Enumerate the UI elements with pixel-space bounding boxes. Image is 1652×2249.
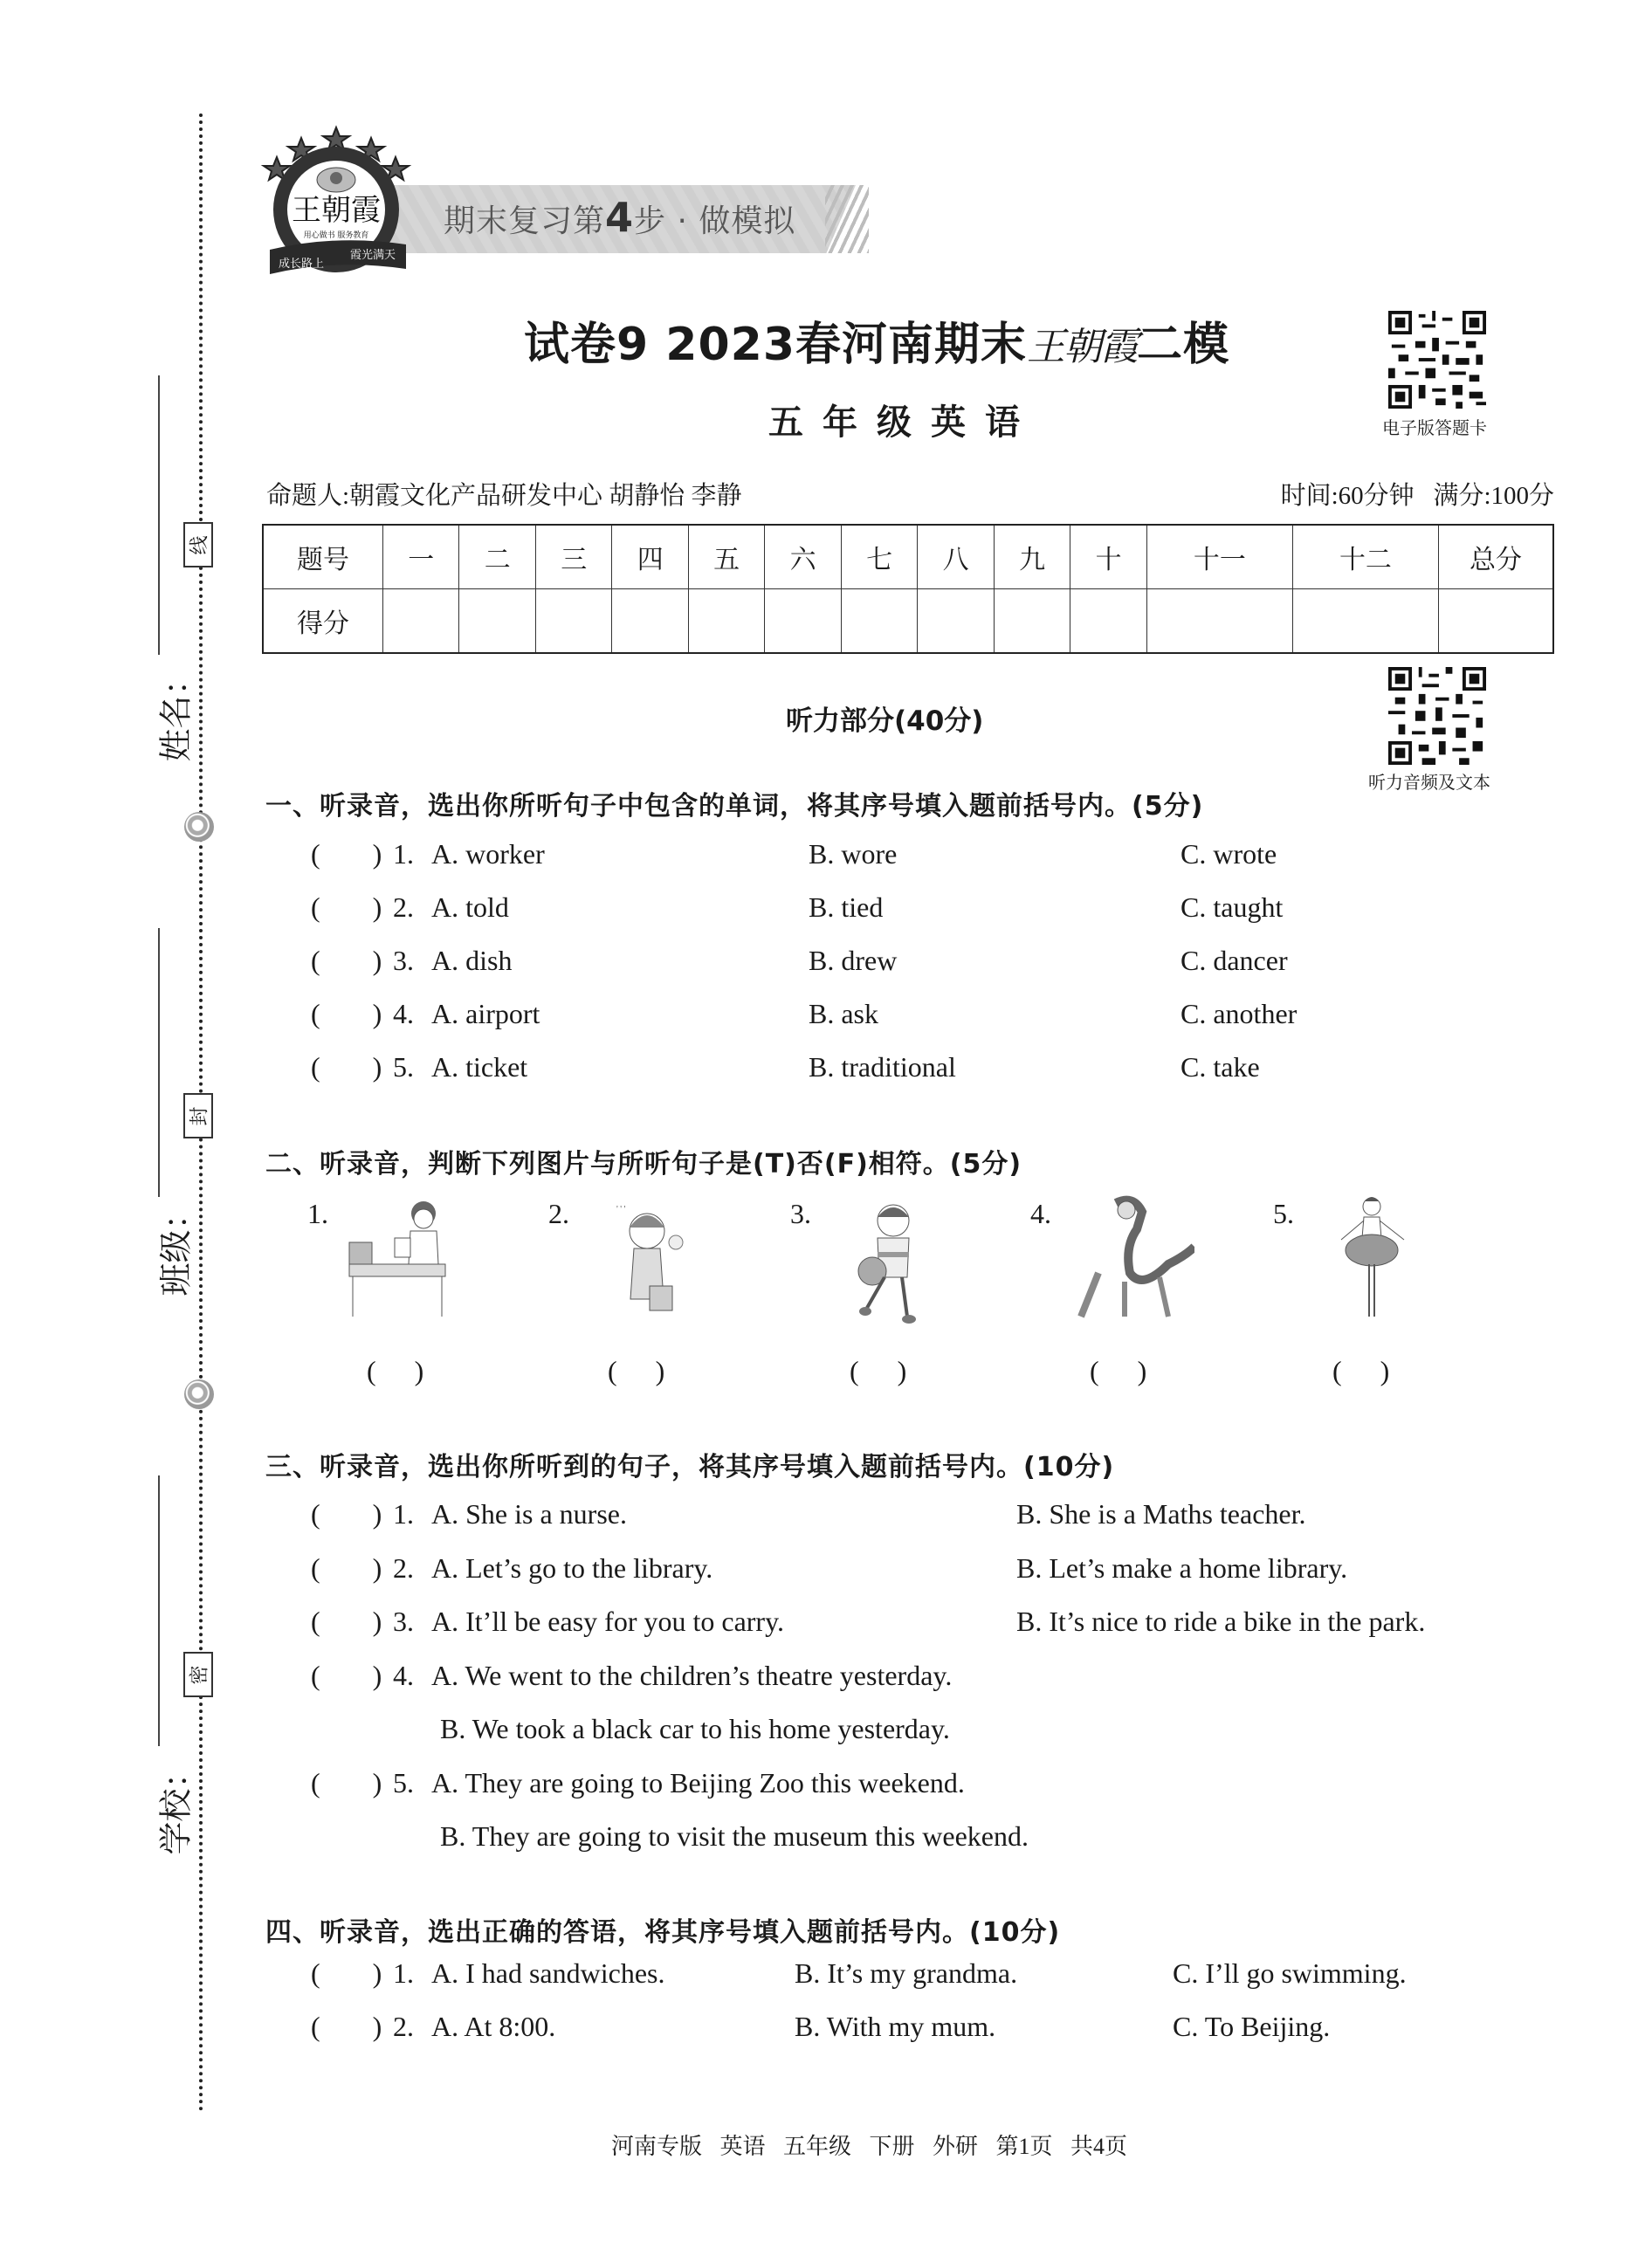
answer-blank[interactable]: ( ) (311, 1659, 382, 1691)
seal-mark-seal: 封 (183, 1093, 213, 1138)
score-cell[interactable] (918, 589, 994, 654)
option-b[interactable]: B. We took a black car to his home yesterday. (440, 1713, 950, 1744)
class-field-line[interactable] (158, 928, 160, 1197)
question-number: 1. (393, 1498, 414, 1530)
score-cell[interactable] (1070, 589, 1146, 654)
score-cell[interactable] (688, 589, 764, 654)
option-c[interactable]: C. I’ll go swimming. (1173, 1957, 1407, 1989)
page-footer: 河南专版 英语 五年级 下册 外研 第1页 共4页 (611, 2134, 1128, 2159)
option-a[interactable]: A. We went to the children’s theatre yesterday. (431, 1659, 953, 1691)
question-number: 5. (393, 1766, 414, 1799)
picture-number: 3. (790, 1198, 811, 1229)
question-number: 3. (393, 945, 414, 976)
column-header: 八 (918, 525, 994, 589)
column-header: 三 (535, 525, 611, 589)
option-b[interactable]: B. Let’s make a home library. (1016, 1551, 1348, 1584)
listening-part-title: 听力部分(40分) (786, 705, 984, 737)
option-a[interactable]: A. At 8:00. (431, 2011, 556, 2042)
answer-blank[interactable]: ( ) (311, 1606, 382, 1637)
time-limit: 时间:60分钟 (1280, 482, 1415, 510)
section-2-heading: 二、听录音，判断下列图片与所听句子是(T)否(F)相符。(5分) (265, 1149, 1022, 1180)
time-and-score (1281, 476, 1554, 512)
option-c[interactable]: C. wrote (1180, 838, 1277, 870)
answer-card-qr-label: 电子版答题卡 (1382, 419, 1487, 438)
answer-blank[interactable]: ( ) (311, 891, 382, 923)
picture-girl-sneezing-with-bag (582, 1194, 712, 1325)
section-3-heading: 三、听录音，选出你所听到的句子，将其序号填入题前括号内。(10分) (265, 1452, 1115, 1482)
score-cell[interactable] (994, 589, 1070, 654)
question-number: 4. (393, 1659, 414, 1691)
question-number: 2. (393, 891, 414, 923)
tf-answer-blank[interactable]: ( ) (1332, 1355, 1390, 1386)
score-cell[interactable] (1292, 589, 1438, 654)
column-header: 一 (383, 525, 459, 589)
column-header: 二 (459, 525, 535, 589)
audio-qr-code[interactable] (1388, 667, 1486, 765)
option-c[interactable]: C. another (1180, 998, 1298, 1029)
column-header: 九 (994, 525, 1070, 589)
question-number: 2. (393, 2011, 414, 2042)
column-header: 十 (1070, 525, 1146, 589)
picture-number: 5. (1273, 1198, 1294, 1229)
logo-brand-text: 王朝霞 (292, 193, 381, 228)
option-b[interactable]: B. tied (809, 891, 884, 923)
answer-blank[interactable]: ( ) (311, 838, 382, 870)
column-header: 十一 (1146, 525, 1292, 589)
svg-text:成长路上: 成长路上 (278, 258, 325, 271)
question-number: 1. (393, 1957, 414, 1989)
option-b[interactable]: B. It’s nice to ride a bike in the park. (1016, 1606, 1426, 1637)
tf-answer-blank[interactable]: ( ) (608, 1355, 665, 1386)
question-number: 3. (393, 1606, 414, 1637)
option-c[interactable]: C. dancer (1180, 945, 1288, 976)
option-b[interactable]: B. ask (809, 998, 878, 1029)
illustration-icon (582, 1194, 712, 1325)
score-cell[interactable] (535, 589, 611, 654)
school-field-label: 学校： (156, 1755, 196, 1855)
score-cell[interactable] (383, 589, 459, 654)
section-4-heading: 四、听录音，选出正确的答语，将其序号填入题前括号内。(10分) (265, 1917, 1061, 1948)
option-a[interactable]: A. worker (431, 838, 545, 870)
column-header: 四 (612, 525, 688, 589)
option-a[interactable]: A. They are going to Beijing Zoo this weekend. (431, 1766, 965, 1799)
picture-number: 1. (307, 1198, 328, 1229)
picture-boy-playing-basketball (823, 1194, 954, 1325)
illustration-icon (823, 1194, 954, 1325)
option-b[interactable]: B. She is a Maths teacher. (1016, 1498, 1306, 1530)
column-header: 十二 (1292, 525, 1438, 589)
section-1-heading: 一、听录音，选出你所听句子中包含的单词，将其序号填入题前括号内。(5分) (265, 791, 1204, 822)
seal-mark-secret: 密 (183, 1652, 213, 1697)
svg-text:霞光满天: 霞光满天 (349, 249, 396, 262)
emblem-icon (184, 812, 214, 842)
seal-mark-line: 线 (183, 522, 213, 567)
row-label: 得分 (263, 589, 383, 654)
score-row (263, 589, 1553, 654)
column-header: 总分 (1439, 525, 1554, 589)
illustration-icon (1063, 1194, 1194, 1325)
option-a[interactable]: A. She is a nurse. (431, 1498, 627, 1530)
question-number-row (263, 525, 1553, 589)
full-score: 满分:100分 (1433, 482, 1554, 510)
school-field-line[interactable] (158, 1475, 160, 1746)
option-a[interactable]: A. Let’s go to the library. (431, 1551, 713, 1584)
option-b[interactable]: B. traditional (809, 1051, 956, 1083)
score-table (262, 524, 1554, 654)
emblem-icon (184, 1379, 214, 1409)
picture-number: 4. (1030, 1198, 1051, 1229)
score-cell[interactable] (459, 589, 535, 654)
exam-title: 试卷9 2023春河南期末王朝霞二模 (524, 319, 1230, 371)
audio-qr-label: 听力音频及文本 (1368, 774, 1490, 793)
option-c[interactable]: C. take (1180, 1051, 1260, 1083)
answer-blank[interactable]: ( ) (311, 1766, 382, 1799)
answer-blank[interactable]: ( ) (311, 2011, 382, 2042)
score-cell[interactable] (765, 589, 841, 654)
svg-text:' ' ': ' ' ' (616, 1205, 626, 1214)
option-b[interactable]: B. drew (809, 945, 898, 976)
tf-answer-blank[interactable]: ( ) (367, 1355, 424, 1386)
question-number: 5. (393, 1051, 414, 1083)
option-a[interactable]: A. ticket (431, 1051, 528, 1083)
answer-blank[interactable]: ( ) (311, 1957, 382, 1989)
option-a[interactable]: A. airport (431, 998, 540, 1029)
total-score-cell[interactable] (1439, 589, 1554, 654)
illustration-icon (1306, 1194, 1437, 1325)
svg-text:用心做书 服务教育: 用心做书 服务教育 (303, 231, 369, 240)
option-a[interactable]: A. told (431, 891, 509, 923)
option-c[interactable]: C. To Beijing. (1173, 2011, 1331, 2042)
picture-number: 2. (548, 1198, 569, 1229)
answer-blank[interactable]: ( ) (311, 945, 382, 976)
tf-answer-blank[interactable]: ( ) (850, 1355, 907, 1386)
option-a[interactable]: A. dish (431, 945, 513, 976)
option-b[interactable]: B. They are going to visit the museum this weekend. (440, 1820, 1029, 1852)
answer-blank[interactable]: ( ) (311, 1051, 382, 1083)
picture-boy-reading-at-desk (341, 1194, 472, 1325)
publisher-logo (258, 122, 415, 279)
class-field-label: 班级： (156, 1196, 196, 1296)
picture-dragon-dance (1063, 1194, 1194, 1325)
answer-blank[interactable]: ( ) (311, 998, 382, 1029)
option-a[interactable]: A. I had sandwiches. (431, 1957, 665, 1989)
question-number: 2. (393, 1551, 414, 1584)
answer-card-qr-code[interactable] (1388, 311, 1486, 409)
name-field-label: 姓名： (156, 662, 196, 762)
step-banner-text: 期末复习第4步 · 做模拟 (444, 194, 796, 241)
question-number: 4. (393, 998, 414, 1029)
option-c[interactable]: C. taught (1180, 891, 1284, 923)
option-b[interactable]: B. It’s my grandma. (795, 1957, 1018, 1989)
column-header: 六 (765, 525, 841, 589)
tf-answer-blank[interactable]: ( ) (1090, 1355, 1147, 1386)
answer-blank[interactable]: ( ) (311, 1498, 382, 1530)
score-cell[interactable] (841, 589, 917, 654)
option-b[interactable]: B. wore (809, 838, 898, 870)
illustration-icon (341, 1194, 472, 1325)
banner-stripes (825, 185, 869, 253)
option-b[interactable]: B. With my mum. (795, 2011, 996, 2042)
column-header: 五 (688, 525, 764, 589)
answer-blank[interactable]: ( ) (311, 1551, 382, 1584)
authors-line: 命题人:朝霞文化产品研发中心 胡静怡 李静 (266, 482, 742, 510)
row-label: 题号 (263, 525, 383, 589)
option-a[interactable]: A. It’ll be easy for you to carry. (431, 1606, 784, 1637)
picture-ballet-dancer (1306, 1194, 1437, 1325)
question-number: 1. (393, 838, 414, 870)
score-cell[interactable] (612, 589, 688, 654)
exam-subtitle: 五年级英语 (768, 402, 1039, 443)
score-cell[interactable] (1146, 589, 1292, 654)
name-field-line[interactable] (158, 375, 160, 655)
column-header: 七 (841, 525, 917, 589)
